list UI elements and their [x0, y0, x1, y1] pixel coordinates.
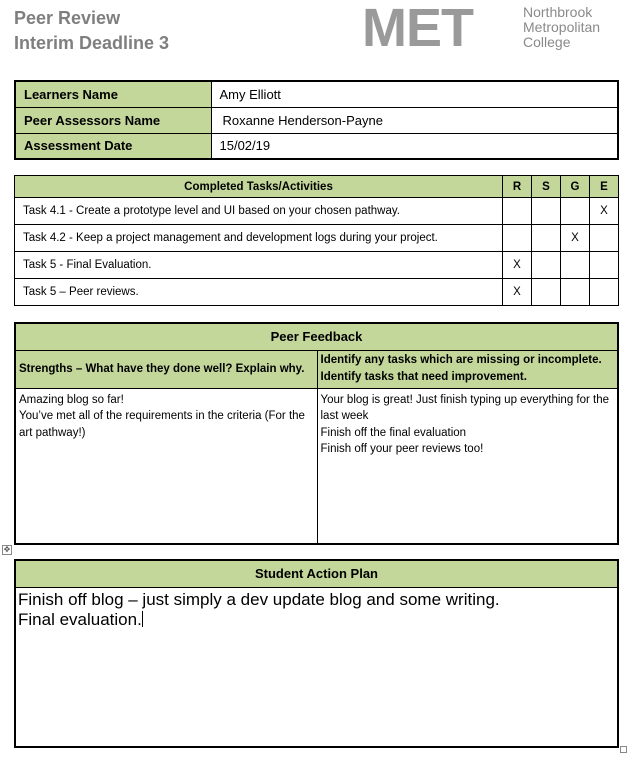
learner-info-table [14, 80, 619, 160]
missing-line: Your blog is great! Just finish typing up everything for the last week [320, 393, 610, 422]
title-line-1: Peer Review [14, 8, 121, 28]
action-plan-line-2: Final evaluation. [18, 609, 142, 629]
action-plan-table [14, 559, 619, 748]
task-mark-s[interactable] [532, 279, 561, 306]
task-mark-e[interactable] [590, 279, 619, 306]
strengths-line: You’ve met all of the requirements in the criteria (For the art pathway!) [19, 410, 305, 439]
assessor-value[interactable]: Roxanne Henderson-Payne [211, 107, 618, 133]
learner-label: Learners Name [15, 81, 211, 107]
logo-text [523, 5, 600, 50]
date-value[interactable]: 15/02/19 [211, 133, 618, 159]
task-label: Task 4.1 - Create a prototype level and UI based on your chosen pathway. [15, 198, 503, 225]
task-mark-g[interactable] [561, 198, 590, 225]
task-mark-e[interactable] [590, 225, 619, 252]
task-mark-g[interactable] [561, 279, 590, 306]
task-mark-g[interactable]: X [561, 225, 590, 252]
strengths-text-area[interactable] [15, 388, 317, 544]
task-mark-s[interactable] [532, 198, 561, 225]
logo-line-2: Metropolitan [523, 19, 601, 35]
missing-line: Finish off the final evaluation [320, 426, 467, 439]
task-mark-r[interactable] [503, 225, 532, 252]
date-label: Assessment Date [15, 133, 211, 159]
learner-row [15, 81, 618, 107]
task-mark-r[interactable]: X [503, 279, 532, 306]
title-line-2: Interim Deadline 3 [14, 33, 170, 53]
action-plan-body-row [15, 587, 618, 747]
table-row [15, 225, 619, 252]
tasks-table [14, 175, 619, 306]
logo-letters: MET [362, 0, 473, 58]
tasks-header: Completed Tasks/Activities [15, 176, 503, 198]
action-plan-header: Student Action Plan [15, 560, 618, 587]
table-row [15, 279, 619, 306]
assessor-label: Peer Assessors Name [15, 107, 211, 133]
logo-line-3: College [523, 34, 571, 50]
document-title [14, 6, 169, 56]
feedback-header: Peer Feedback [15, 323, 618, 350]
action-plan-text-area[interactable] [15, 587, 618, 747]
missing-text-area[interactable] [317, 388, 618, 544]
tasks-header-row [15, 176, 619, 198]
task-label: Task 5 – Peer reviews. [15, 279, 503, 306]
text-cursor [142, 611, 143, 627]
missing-tasks-header [317, 350, 618, 388]
learner-value[interactable]: Amy Elliott [211, 81, 618, 107]
college-logo [362, 0, 612, 58]
task-mark-r[interactable]: X [503, 252, 532, 279]
peer-feedback-table [14, 322, 619, 545]
task-label: Task 5 - Final Evaluation. [15, 252, 503, 279]
grade-e-header: E [590, 176, 619, 198]
strengths-header: Strengths – What have they done well? Explain why. [15, 350, 317, 388]
action-plan-line-1: Finish off blog – just simply a dev update blog and some writing. [18, 589, 500, 609]
grade-r-header: R [503, 176, 532, 198]
table-resize-handle-icon[interactable] [620, 746, 627, 753]
feedback-subheader-row [15, 350, 618, 388]
task-mark-e[interactable]: X [590, 198, 619, 225]
grade-s-header: S [532, 176, 561, 198]
action-plan-header-row [15, 560, 618, 587]
assessor-row [15, 107, 618, 133]
table-row [15, 198, 619, 225]
logo-line-1: Northbrook [523, 4, 593, 20]
table-row [15, 252, 619, 279]
task-mark-e[interactable] [590, 252, 619, 279]
table-move-handle-icon[interactable]: ✥ [3, 545, 11, 554]
feedback-header-row [15, 323, 618, 350]
task-mark-s[interactable] [532, 225, 561, 252]
feedback-body-row [15, 388, 618, 544]
task-label: Task 4.2 - Keep a project management and development logs during your project. [15, 225, 503, 252]
strengths-line: Amazing blog so far! [19, 393, 124, 406]
missing-line: Finish off your peer reviews too! [320, 443, 484, 455]
date-row [15, 133, 618, 159]
task-mark-g[interactable] [561, 252, 590, 279]
task-mark-s[interactable] [532, 252, 561, 279]
grade-g-header: G [561, 176, 590, 198]
task-mark-r[interactable] [503, 198, 532, 225]
missing-header-line-1: Identify any tasks which are missing or incomplete. [320, 354, 602, 366]
missing-header-line-2: Identify tasks that need improvement. [320, 371, 527, 383]
